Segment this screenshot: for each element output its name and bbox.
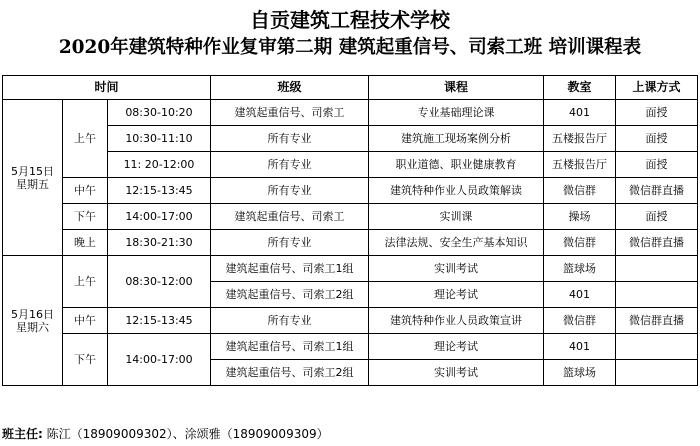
class-cell: 所有专业 xyxy=(211,178,369,204)
period-cell: 上午 xyxy=(63,256,108,308)
header-room: 教室 xyxy=(544,76,616,100)
course-cell: 实训课 xyxy=(369,204,544,230)
header-mode: 上课方式 xyxy=(616,76,698,100)
mode-cell: 面授 xyxy=(616,126,698,152)
class-cell: 建筑起重信号、司索工2组 xyxy=(211,282,369,308)
room-cell: 篮球场 xyxy=(544,360,616,386)
course-cell: 实训考试 xyxy=(369,360,544,386)
course-cell: 实训考试 xyxy=(369,256,544,282)
teacher-label: 班主任: xyxy=(2,427,43,441)
teacher-footer xyxy=(2,426,329,442)
header-time: 时间 xyxy=(3,76,211,100)
time-cell: 12:15-13:45 xyxy=(108,308,211,334)
time-cell: 08:30-12:00 xyxy=(108,256,211,308)
room-cell: 微信群 xyxy=(544,230,616,256)
table-row xyxy=(3,126,698,152)
class-cell: 建筑起重信号、司索工1组 xyxy=(211,334,369,360)
header-class: 班级 xyxy=(211,76,369,100)
date-cell xyxy=(3,100,63,256)
course-cell: 建筑施工现场案例分析 xyxy=(369,126,544,152)
mode-cell: 面授 xyxy=(616,100,698,126)
mode-cell: 面授 xyxy=(616,204,698,230)
period-cell: 下午 xyxy=(63,334,108,386)
time-cell: 14:00-17:00 xyxy=(108,204,211,230)
period-cell: 中午 xyxy=(63,308,108,334)
class-cell: 建筑起重信号、司索工 xyxy=(211,100,369,126)
room-cell: 微信群 xyxy=(544,178,616,204)
time-cell: 12:15-13:45 xyxy=(108,178,211,204)
mode-cell xyxy=(616,360,698,386)
class-cell: 所有专业 xyxy=(211,230,369,256)
date-label: 5月16日 xyxy=(11,307,54,321)
mode-cell: 微信群直播 xyxy=(616,308,698,334)
date-label: 5月15日 xyxy=(11,164,54,178)
table-row xyxy=(3,100,698,126)
room-cell: 篮球场 xyxy=(544,256,616,282)
school-title: 自贡建筑工程技术学校 xyxy=(250,8,450,32)
table-row xyxy=(3,152,698,178)
class-cell: 建筑起重信号、司索工 xyxy=(211,204,369,230)
mode-cell: 微信群直播 xyxy=(616,178,698,204)
period-cell: 中午 xyxy=(63,178,108,204)
mode-cell xyxy=(616,256,698,282)
table-header-row xyxy=(3,76,698,100)
mode-cell: 微信群直播 xyxy=(616,230,698,256)
weekday-label: 星期五 xyxy=(16,177,49,191)
header-course: 课程 xyxy=(369,76,544,100)
mode-cell xyxy=(616,282,698,308)
period-cell: 晚上 xyxy=(63,230,108,256)
period-cell: 上午 xyxy=(63,100,108,178)
table-row xyxy=(3,256,698,282)
period-cell: 下午 xyxy=(63,204,108,230)
mode-cell: 面授 xyxy=(616,152,698,178)
table-row xyxy=(3,230,698,256)
class-cell: 建筑起重信号、司索工2组 xyxy=(211,360,369,386)
schedule-table xyxy=(2,75,698,386)
course-cell: 建筑特种作业人员政策宣讲 xyxy=(369,308,544,334)
room-cell: 操场 xyxy=(544,204,616,230)
table-row xyxy=(3,334,698,360)
class-cell: 所有专业 xyxy=(211,126,369,152)
room-cell: 401 xyxy=(544,282,616,308)
course-cell: 职业道德、职业健康教育 xyxy=(369,152,544,178)
time-cell: 11: 20-12:00 xyxy=(108,152,211,178)
course-cell: 专业基础理论课 xyxy=(369,100,544,126)
time-cell: 08:30-10:20 xyxy=(108,100,211,126)
course-cell: 理论考试 xyxy=(369,334,544,360)
weekday-label: 星期六 xyxy=(16,320,49,334)
room-cell: 401 xyxy=(544,100,616,126)
teacher-names: 陈江（18909009302）、涂颂雅（18909009309） xyxy=(46,427,329,441)
time-cell: 18:30-21:30 xyxy=(108,230,211,256)
course-cell: 建筑特种作业人员政策解读 xyxy=(369,178,544,204)
mode-cell xyxy=(616,334,698,360)
class-cell: 所有专业 xyxy=(211,308,369,334)
class-cell: 所有专业 xyxy=(211,152,369,178)
room-cell: 五楼报告厅 xyxy=(544,126,616,152)
table-row xyxy=(3,178,698,204)
course-cell: 理论考试 xyxy=(369,282,544,308)
room-cell: 微信群 xyxy=(544,308,616,334)
room-cell: 401 xyxy=(544,334,616,360)
table-row xyxy=(3,204,698,230)
time-cell: 14:00-17:00 xyxy=(108,334,211,386)
course-cell: 法律法规、安全生产基本知识 xyxy=(369,230,544,256)
time-cell: 10:30-11:10 xyxy=(108,126,211,152)
room-cell: 五楼报告厅 xyxy=(544,152,616,178)
table-row xyxy=(3,308,698,334)
date-cell xyxy=(3,256,63,386)
schedule-title: 2020年建筑特种作业复审第二期 建筑起重信号、司索工班 培训课程表 xyxy=(58,37,642,58)
class-cell: 建筑起重信号、司索工1组 xyxy=(211,256,369,282)
